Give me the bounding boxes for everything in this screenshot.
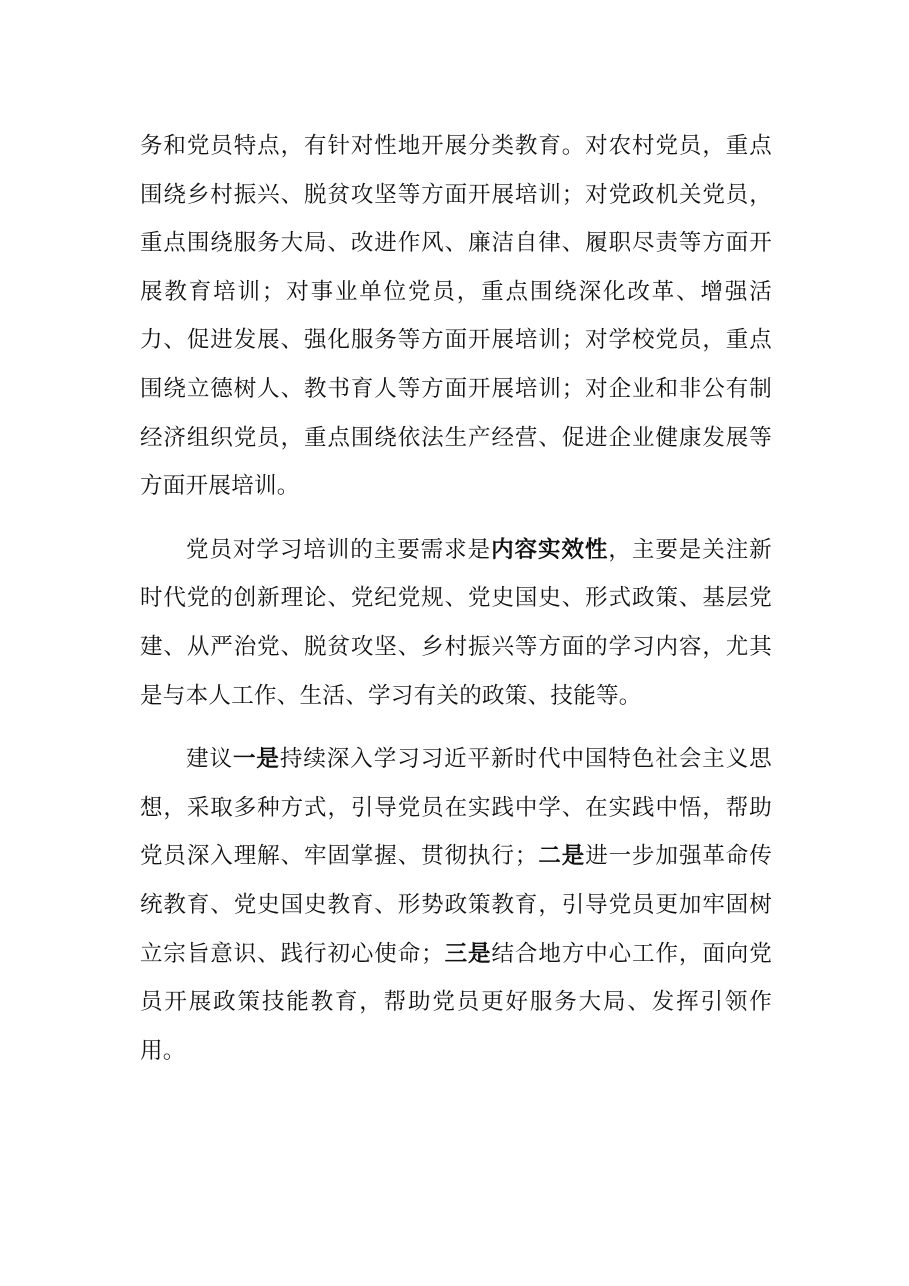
paragraph-training-by-category (140, 122, 772, 511)
bold-keyword: 三是 (443, 940, 492, 967)
bold-keyword: 一是 (232, 746, 280, 773)
paragraph-text: ，主要是关注新时代党的创新理论、党纪党规、党史国史、形式政策、基层党建、从严治党、脱贫攻坚、乡村振兴等方面的学习内容，尤其是与本人工作、生活、学习有关的政策、技能等。 (140, 536, 772, 709)
bold-keyword: 内容实效性 (491, 536, 609, 563)
paragraph-text: 进一步加强革命传统教育、党史国史教育、形势政策教育，引导党员更加牢固树立宗旨意识、践行初心使命； (140, 843, 772, 967)
paragraph-text: 持续深入学习习近平新时代中国特色社会主义思想，采取多种方式，引导党员在实践中学、在实践中悟，帮助党员深入理解、牢固掌握、贯彻执行； (140, 746, 772, 870)
paragraph-text: 务和党员特点，有针对性地开展分类教育。对农村党员，重点围绕乡村振兴、脱贫攻坚等方面开展培训；对党政机关党员，重点围绕服务大局、改进作风、廉洁自律、履职尽责等方面开展教育培训；对事业单位党员，重点围绕深化改革、增强活力、促进发展、强化服务等方面开展培训；对学校党员，重点围绕立德树人、教书育人等方面开展培训；对企业和非公有制经济组织党员，重点围绕依法生产经营、促进企业健康发展等方面开展培训。 (140, 133, 772, 500)
paragraph-training-needs (140, 526, 772, 720)
paragraph-suggestions (140, 735, 772, 1075)
paragraph-text: 结合地方中心工作，面向党员开展政策技能教育，帮助党员更好服务大局、发挥引领作用。 (140, 940, 772, 1064)
bold-keyword: 二是 (537, 843, 586, 870)
paragraph-text: 党员对学习培训的主要需求是 (186, 536, 492, 563)
document-body (140, 122, 772, 1075)
paragraph-text: 建议 (186, 746, 233, 773)
